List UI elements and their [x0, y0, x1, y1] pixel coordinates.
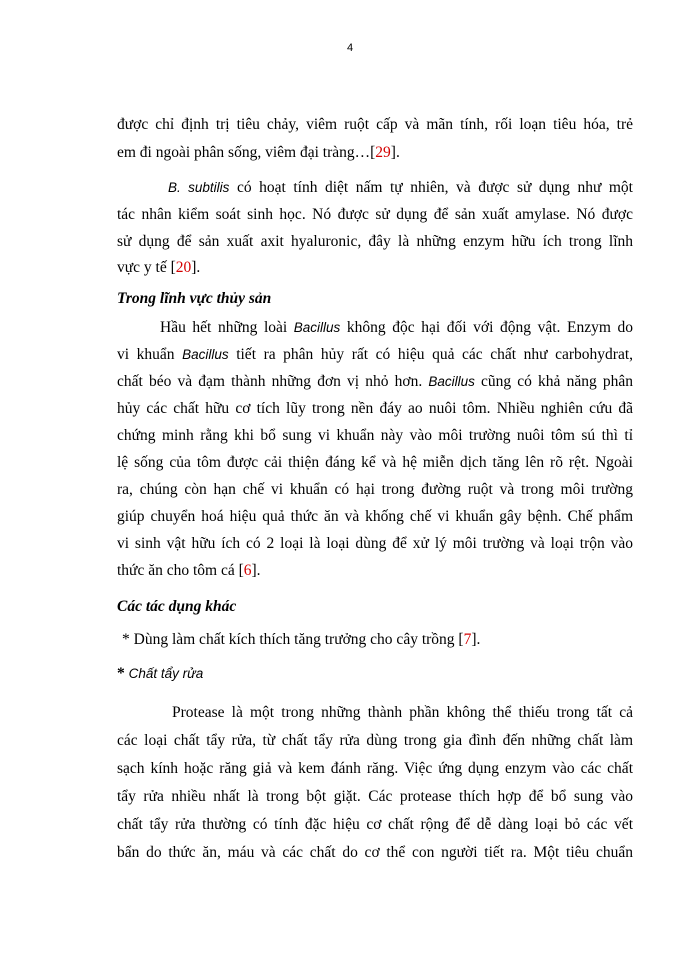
paragraph-2-line-4: vực y tế [20].: [117, 259, 201, 276]
paragraph-3-line-8: giúp chuyển hoá hiệu quả thức ăn và khống chế vi khuẩn gây bệnh. Chế phẩm: [117, 508, 633, 525]
section-heading-other-uses: Các tác dụng khác: [117, 598, 237, 615]
paragraph-3-line-1: Hầu hết những loài Bacillus không độc hại đối với động vật. Enzym do: [160, 319, 633, 336]
page-number: 4: [346, 42, 354, 54]
citation-6[interactable]: 6: [243, 562, 252, 579]
bullet-item-detergent: * Chất tẩy rửa: [117, 665, 204, 682]
paragraph-2-line-1: B. subtilis có hoạt tính diệt nấm tự nhiên, và được sử dụng như một: [168, 179, 633, 196]
paragraph-3-line-7: ra, chúng còn hạn chế vi khuẩn có hại trong đường ruột và trong môi trường: [117, 481, 633, 498]
paragraph-1-line-1: được chỉ định trị tiêu chảy, viêm ruột cấp và mãn tính, rối loạn tiêu hóa, trẻ: [117, 116, 633, 133]
section-heading-aquaculture: Trong lĩnh vực thủy sản: [117, 290, 272, 307]
paragraph-1-line-2: em đi ngoài phân sống, viêm đại tràng…[29].: [117, 144, 400, 161]
paragraph-4-line-5: chất tẩy rửa thường có tính đặc hiệu cơ chất rộng để dễ dàng loại bỏ các vết: [117, 816, 633, 833]
bullet-item-growth-stimulant: * Dùng làm chất kích thích tăng trưởng cho cây trồng [7].: [122, 631, 481, 648]
paragraph-3-line-5: chứng minh rằng khi bổ sung vi khuẩn này vào môi trường nuôi tôm sú thì tỉ: [117, 427, 633, 444]
paragraph-3-line-6: lệ sống của tôm được cải thiện đáng kể và hệ miễn dịch tăng lên rõ rệt. Ngoài: [117, 454, 633, 471]
paragraph-3-line-4: hủy các chất hữu cơ tích lũy trong nền đáy ao nuôi tôm. Nhiều nghiên cứu đã: [117, 400, 633, 417]
paragraph-3-line-10: thức ăn cho tôm cá [6].: [117, 562, 261, 579]
paragraph-4-line-4: tẩy rửa nhiều nhất là trong bột giặt. Các protease thích hợp để bổ sung vào: [117, 788, 633, 805]
citation-29[interactable]: 29: [375, 144, 391, 161]
paragraph-4-line-1: Protease là một trong những thành phần không thể thiếu trong tất cả: [172, 704, 633, 721]
paragraph-3-line-2: vi khuẩn Bacillus tiết ra phân hủy rất có hiệu quả các chất như carbohydrat,: [117, 346, 634, 363]
citation-7[interactable]: 7: [463, 631, 472, 648]
paragraph-2-line-2: tác nhân kiểm soát sinh học. Nó được sử dụng để sản xuất amylase. Nó được: [117, 206, 633, 223]
paragraph-4-line-6: bẩn do thức ăn, máu và các chất do cơ thể con người tiết ra. Một tiêu chuẩn: [117, 844, 633, 861]
paragraph-3-line-3: chất béo và đạm thành những đơn vị nhỏ hơn. Bacillus cũng có khả năng phân: [117, 373, 633, 390]
species-name: B. subtilis: [168, 180, 230, 195]
paragraph-3-line-9: vi sinh vật hữu ích có 2 loại là loại dùng để xử lý môi trường và loại trộn vào: [117, 535, 633, 552]
citation-20[interactable]: 20: [175, 259, 192, 276]
paragraph-4-line-2: các loại chất tẩy rửa, từ chất tẩy rửa dùng trong gia đình đến những chất làm: [117, 732, 633, 749]
paragraph-4-line-3: sạch kính hoặc răng giả và kem đánh răng. Việc ứng dụng enzym vào các chất: [117, 760, 633, 777]
paragraph-2-line-3: sử dụng để sản xuất axit hyaluronic, đây là những enzym hữu ích trong lĩnh: [117, 233, 633, 250]
